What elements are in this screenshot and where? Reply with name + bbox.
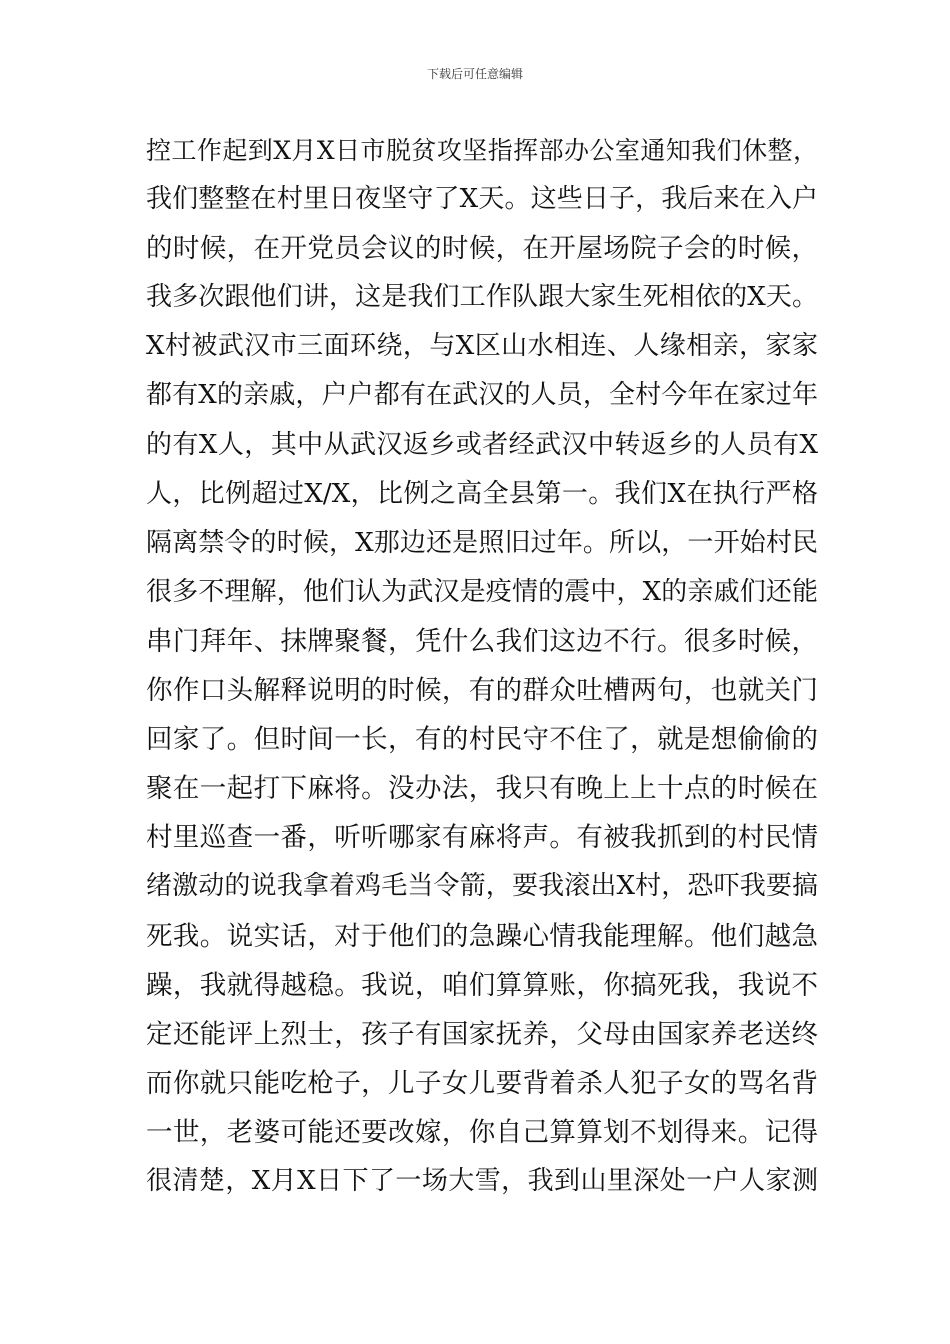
text-line: 控工作起到X月X日市脱贫攻坚指挥部办公室通知我们休整， xyxy=(146,136,818,165)
text-line: X村被武汉市三面环绕，与X区山水相连、人缘相亲，家家 xyxy=(146,331,818,362)
text-line: 串门拜年、抹牌聚餐，凭什么我们这边不行。很多时候， xyxy=(146,625,818,657)
page-header: 下载后可任意编辑 xyxy=(426,67,523,81)
text-line: 隔离禁令的时候，X那边还是照旧过年。所以，一开始村民 xyxy=(146,527,818,558)
text-line: 定还能评上烈士，孩子有国家抚养，父母由国家养老送终 xyxy=(146,1018,818,1050)
text-line: 绪激动的说我拿着鸡毛当令箭，要我滚出X村，恐吓我要搞 xyxy=(146,871,818,902)
text-line: 聚在一起打下麻将。没办法，我只有晚上上十点的时候在 xyxy=(146,773,818,805)
text-line: 都有X的亲戚，户户都有在武汉的人员，全村今年在家过年 xyxy=(146,380,818,411)
text-line: 死我。说实话，对于他们的急躁心情我能理解。他们越急 xyxy=(146,920,818,952)
text-line: 很清楚，X月X日下了一场大雪，我到山里深处一户人家测 xyxy=(146,1165,818,1196)
text-line: 我们整整在村里日夜坚守了X天。这些日子，我后来在入户 xyxy=(146,184,818,215)
text-line: 你作口头解释说明的时候，有的群众吐槽两句，也就关门 xyxy=(146,675,818,707)
text-line: 很多不理解，他们认为武汉是疫情的震中，X的亲戚们还能 xyxy=(146,576,818,607)
text-line: 而你就只能吃枪子，儿子女儿要背着杀人犯子女的骂名背 xyxy=(146,1067,818,1099)
body-text xyxy=(146,126,818,1206)
text-line: 躁，我就得越稳。我说，咱们算算账，你搞死我，我说不 xyxy=(146,969,818,1001)
text-line: 的有X人，其中从武汉返乡或者经武汉中转返乡的人员有X xyxy=(146,429,818,460)
text-line: 我多次跟他们讲，这是我们工作队跟大家生死相依的X天。 xyxy=(146,282,818,313)
text-line: 回家了。但时间一长，有的村民守不住了，就是想偷偷的 xyxy=(146,724,818,756)
text-line: 村里巡查一番，听听哪家有麻将声。有被我抓到的村民情 xyxy=(146,822,818,854)
text-line: 一世，老婆可能还要改嫁，你自己算算划不划得来。记得 xyxy=(146,1116,818,1148)
text-line: 人，比例超过X/X，比例之高全县第一。我们X在执行严格 xyxy=(146,478,818,509)
text-line: 的时候，在开党员会议的时候，在开屋场院子会的时候， xyxy=(146,233,818,265)
